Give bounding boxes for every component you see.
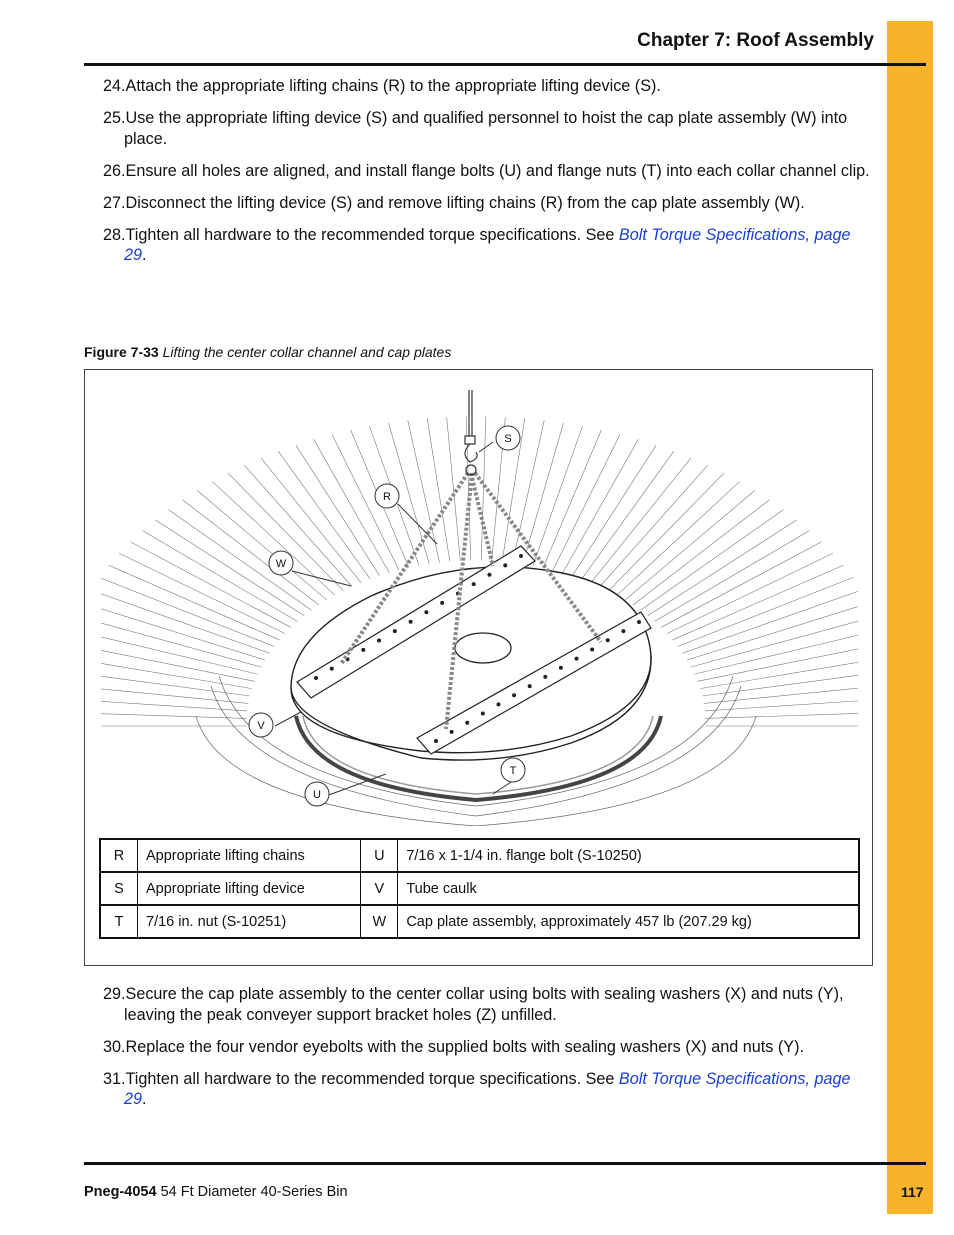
component-legend-table [99,838,860,939]
header-rule [84,63,926,66]
step-26: 26.Ensure all holes are aligned, and install flange bolts (U) and flange nuts (T) into each collar channel clip. [103,161,870,180]
steps-list-after [103,984,873,1121]
doc-title: 54 Ft Diameter 40-Series Bin [160,1184,348,1200]
step-24: 24.Attach the appropriate lifting chains (R) to the appropriate lifting device (S). [103,77,661,95]
step-25: 25.Use the appropriate lifting device (S) and qualified personnel to hoist the cap plate assembly (W) into place. [103,109,848,148]
footer-rule [84,1162,926,1165]
callout-u-label: U [313,789,321,801]
table-row [100,839,859,872]
cap-plate-lifting-drawing [101,386,858,826]
legend-desc: 7/16 in. nut (S-10251) [138,905,361,938]
callout-t-label: T [509,765,517,777]
callout-v-label: V [257,720,265,732]
figure-caption: Figure 7-33 Lifting the center collar channel and cap plates [84,344,452,360]
legend-key: V [361,872,398,905]
step-28: 28.Tighten all hardware to the recommended torque specifications. See Bolt Torque Specifications, page 29. [103,225,851,264]
legend-key: T [100,905,138,938]
legend-desc: Cap plate assembly, approximately 457 lb (207.29 kg) [398,905,859,938]
page-number: 117 [901,1184,924,1200]
legend-key: W [361,905,398,938]
cap-plate-center-hole [455,633,511,663]
table-row [100,872,859,905]
figure-frame [84,369,873,966]
legend-desc: Appropriate lifting chains [138,839,361,872]
table-row [100,905,859,938]
bolt-torque-link[interactable]: Bolt Torque Specifications, page 29 [124,1069,851,1108]
callout-w-label: W [275,558,287,570]
steps-list-before [103,76,873,277]
legend-desc: Appropriate lifting device [138,872,361,905]
callout-s-label: S [504,433,512,445]
step-29: 29.Secure the cap plate assembly to the center collar using bolts with sealing washers (X) and nuts (Y), leaving the peak conveyer support bracket holes (Z) unfilled. [103,985,844,1024]
legend-desc: Tube caulk [398,872,859,905]
callout-r-label: R [383,491,391,503]
chapter-title: Chapter 7: Roof Assembly [637,30,874,51]
legend-key: R [100,839,138,872]
step-31: 31.Tighten all hardware to the recommended torque specifications. See Bolt Torque Specifications, page 29. [103,1069,851,1108]
step-27: 27.Disconnect the lifting device (S) and remove lifting chains (R) from the cap plate assembly (W). [103,193,805,212]
legend-key: S [100,872,138,905]
footer-doc-info [84,1184,348,1200]
chapter-side-tab [887,21,933,1214]
doc-id: Pneg-4054 [84,1184,157,1200]
bolt-torque-link[interactable]: Bolt Torque Specifications, page 29 [124,225,851,264]
legend-desc: 7/16 x 1-1/4 in. flange bolt (S-10250) [398,839,859,872]
legend-key: U [361,839,398,872]
step-30: 30.Replace the four vendor eyebolts with the supplied bolts with sealing washers (X) and nuts (Y). [103,1037,804,1056]
